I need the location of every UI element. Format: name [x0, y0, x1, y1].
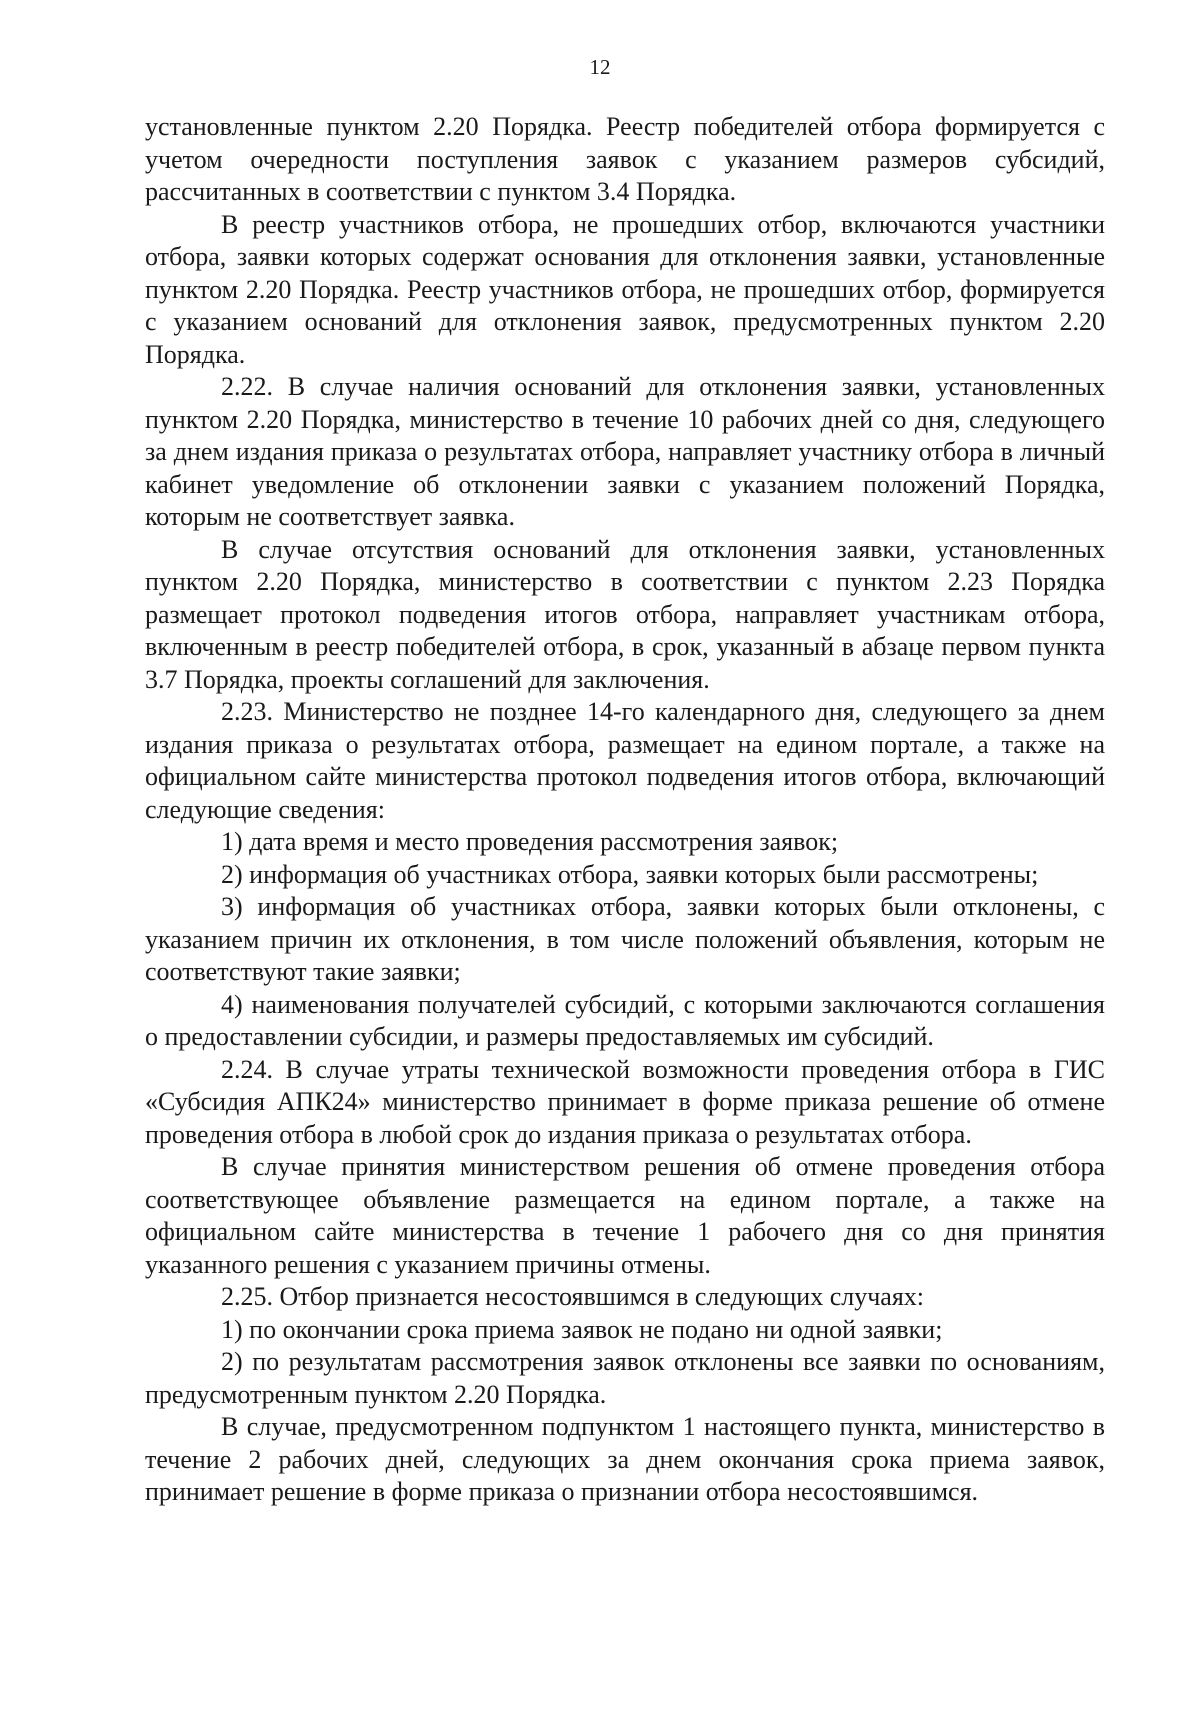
paragraph-2-22-absence: В случае отсутствия оснований для отклонения заявки, установленных пунктом 2.20 Порядка, министерство в соответствии с пунктом 2.23 Порядка размещает протокол подведения итогов отбора, направляет участникам отбора, включенным в реестр победителей отбора, в срок, указанный в абзаце первом пункта 3.7 Порядка, проекты соглашений для заключения. [145, 534, 1105, 694]
list-item-2-25-1: 1) по окончании срока приема заявок не подано ни одной заявки; [221, 1314, 943, 1344]
paragraph-2-25: 2.25. Отбор признается несостоявшимся в следующих случаях: [221, 1282, 925, 1311]
list-item-2-23-3: 3) информация об участниках отбора, заявки которых были отклонены, с указанием причин их отклонения, в том числе положений объявления, которым не соответствуют такие заявки; [145, 892, 1105, 986]
document-body [145, 111, 1105, 1509]
paragraph-continuation: установленные пунктом 2.20 Порядка. Реестр победителей отбора формируется с учетом очередности поступления заявок с указанием размеров субсидий, рассчитанных в соответствии с пунктом 3.4 Порядка. [145, 112, 1105, 206]
paragraph-2-24-cancel: В случае принятия министерством решения об отмене проведения отбора соответствующее объявление размещается на едином портале, а также на официальном сайте министерства в течение 1 рабочего дня со дня принятия указанного решения с указанием причины отмены. [145, 1152, 1105, 1279]
paragraph-2-24: 2.24. В случае утраты технической возможности проведения отбора в ГИС «Субсидия АПК24» министерство принимает в форме приказа решение об отмене проведения отбора в любой срок до издания приказа о результатах отбора. [145, 1054, 1105, 1149]
paragraph-registry-rejected: В реестр участников отбора, не прошедших отбор, включаются участники отбора, заявки которых содержат основания для отклонения заявки, установленные пунктом 2.20 Порядка. Реестр участников отбора, не прошедших отбор, формируется с указанием оснований для отклонения заявок, предусмотренных пунктом 2.20 Порядка. [145, 209, 1105, 369]
list-item-2-23-4: 4) наименования получателей субсидий, с которыми заключаются соглашения о предоставлении субсидии, и размеры предоставляемых им субсидий. [145, 989, 1105, 1051]
paragraph-2-22: 2.22. В случае наличия оснований для отклонения заявки, установленных пунктом 2.20 Порядка, министерство в течение 10 рабочих дней со дня, следующего за днем издания приказа о результатах отбора, направляет участнику отбора в личный кабинет уведомление об отклонении заявки с указанием положений Порядка, которым не соответствует заявка. [145, 372, 1105, 531]
paragraph-2-25-case: В случае, предусмотренном подпунктом 1 настоящего пункта, министерство в течение 2 рабочих дней, следующих за днем окончания срока приема заявок, принимает решение в форме приказа о признании отбора несостоявшимся. [145, 1412, 1105, 1506]
list-item-2-23-2: 2) информация об участниках отбора, заявки которых были рассмотрены; [221, 859, 1039, 889]
page-number: 12 [589, 55, 611, 79]
list-item-2-23-1: 1) дата время и место проведения рассмотрения заявок; [221, 827, 839, 856]
list-item-2-25-2: 2) по результатам рассмотрения заявок отклонены все заявки по основаниям, предусмотренным пунктом 2.20 Порядка. [145, 1347, 1105, 1409]
paragraph-2-23: 2.23. Министерство не позднее 14-го календарного дня, следующего за днем издания приказа о результатах отбора, размещает на едином портале, а также на официальном сайте министерства протокол подведения итогов отбора, включающий следующие сведения: [145, 697, 1105, 824]
